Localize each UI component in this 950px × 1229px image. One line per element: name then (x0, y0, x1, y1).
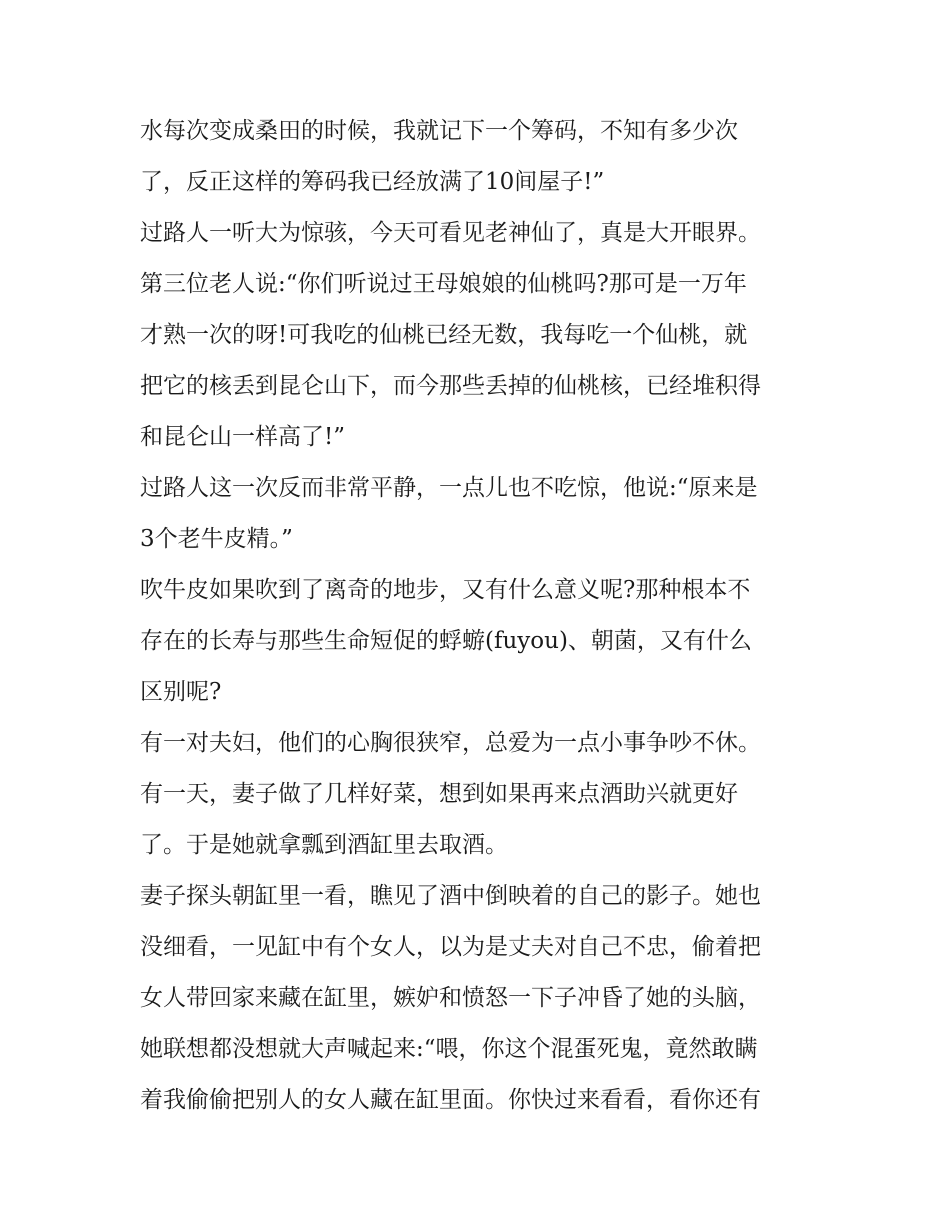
text-line: 第三位老人说:“你们听说过王母娘娘的仙桃吗?那可是一万年 (140, 271, 747, 297)
text-line: 过路人这一次反而非常平静，一点儿也不吃惊，他说:“原来是 (140, 475, 758, 501)
text-line: 没细看，一见缸中有个女人，以为是丈夫对自己不忠，偷着把 (140, 934, 761, 960)
text-line: 吹牛皮如果吹到了离奇的地步，又有什么意义呢?那种根本不 (140, 577, 751, 603)
body-text (140, 106, 820, 1126)
text-line: 有一天，妻子做了几样好菜，想到如果再来点酒助兴就更好 (140, 781, 738, 807)
text-line: 有一对夫妇，他们的心胸很狭窄，总爱为一点小事争吵不休。 (140, 730, 761, 756)
text-line: 她联想都没想就大声喊起来:“喂，你这个混蛋死鬼，竟然敢瞒 (140, 1036, 758, 1062)
text-line: 着我偷偷把别人的女人藏在缸里面。你快过来看看，看你还有 (140, 1087, 761, 1113)
text-line: 了。于是她就拿瓢到酒缸里去取酒。 (140, 832, 508, 858)
text-line: 区别呢? (140, 679, 222, 705)
text-line: 了，反正这样的筹码我已经放满了10间屋子!” (140, 169, 605, 195)
text-line: 妻子探头朝缸里一看，瞧见了酒中倒映着的自己的影子。她也 (140, 883, 761, 909)
text-line: 水每次变成桑田的时候，我就记下一个筹码，不知有多少次 (140, 118, 738, 144)
text-line: 3个老牛皮精。” (140, 526, 293, 552)
text-line: 把它的核丢到昆仑山下，而今那些丢掉的仙桃核，已经堆积得 (140, 373, 761, 399)
text-line: 存在的长寿与那些生命短促的蜉蝣(fuyou)、朝菌，又有什么 (140, 628, 752, 654)
text-line: 女人带回家来藏在缸里，嫉妒和愤怒一下子冲昏了她的头脑， (140, 985, 761, 1011)
text-line: 过路人一听大为惊骇，今天可看见老神仙了，真是大开眼界。 (140, 220, 761, 246)
text-line: 才熟一次的呀!可我吃的仙桃已经无数，我每吃一个仙桃，就 (140, 322, 748, 348)
text-line: 和昆仑山一样高了!” (140, 424, 346, 450)
